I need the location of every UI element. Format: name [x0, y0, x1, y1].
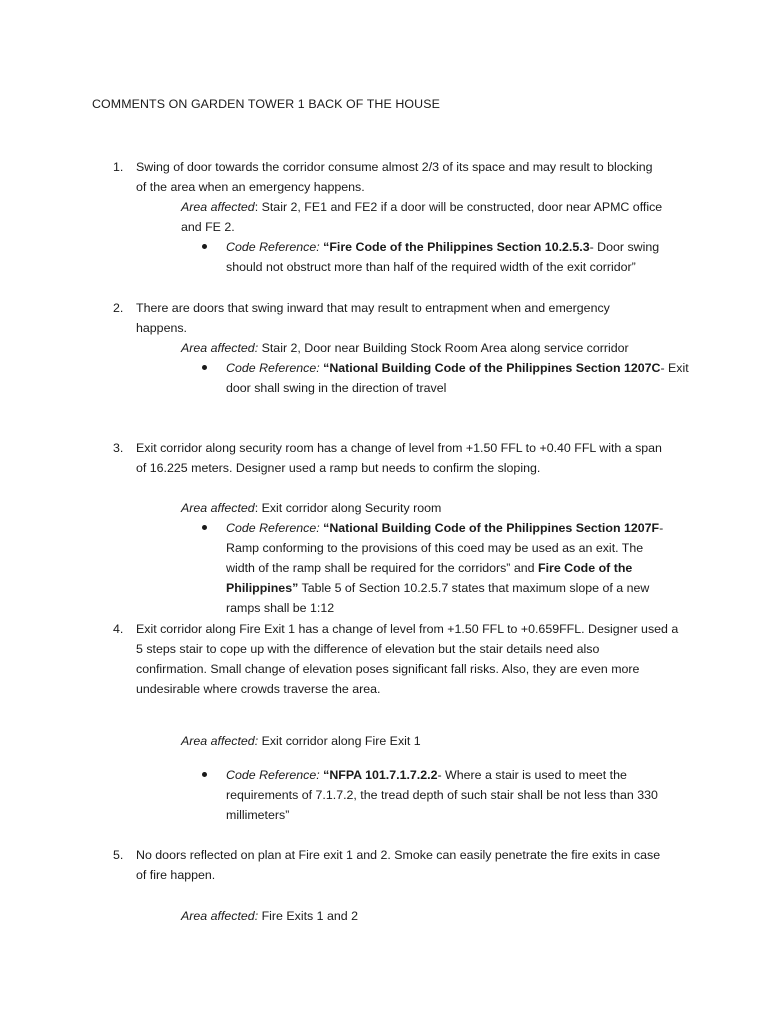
code-reference-label: Code Reference: — [226, 361, 320, 375]
area-affected-label: Area affected — [181, 501, 255, 515]
area-affected-text: Exit corridor along Fire Exit 1 — [258, 734, 421, 748]
item-3-line-2: of 16.225 meters. Designer used a ramp but needs to confirm the sloping. — [136, 461, 541, 475]
item-4-area-affected — [181, 731, 421, 751]
item-1-area-affected-line-2: and FE 2. — [181, 220, 235, 234]
item-1-area-affected — [181, 197, 662, 217]
item-4-code-reference-line-3: millimeters” — [226, 808, 290, 822]
code-reference-text: - Where a stair is used to meet the — [437, 768, 627, 782]
code-reference-text: - Exit — [660, 361, 689, 375]
item-5-area-affected — [181, 906, 358, 926]
area-affected-label: Area affected: — [181, 734, 259, 748]
item-3-code-reference — [226, 518, 663, 538]
code-reference-title: “National Building Code of the Philippines Section 1207F — [319, 521, 660, 535]
item-4-line-3: confirmation. Small change of elevation poses significant fall risks. Also, they are even more — [136, 662, 640, 676]
code-reference-title: “National Building Code of the Philippines Section 1207C — [319, 361, 661, 375]
item-4-code-reference-line-2: requirements of 7.1.7.2, the tread depth of such stair shall be not less than 330 — [226, 788, 658, 802]
item-1-line-1: Swing of door towards the corridor consume almost 2/3 of its space and may result to blocking — [136, 160, 653, 174]
item-1-code-reference-line-2: should not obstruct more than half of the required width of the exit corridor” — [226, 260, 636, 274]
bullet-icon — [202, 772, 207, 777]
item-2-line-2: happens. — [136, 321, 187, 335]
item-1-code-reference — [226, 237, 659, 257]
code-reference-label: Code Reference: — [226, 768, 320, 782]
area-affected-text: Exit corridor along Security room — [258, 501, 442, 515]
code-reference-title: “Fire Code of the Philippines Section 10.2.5.3 — [319, 240, 590, 254]
code-reference-label: Code Reference: — [226, 521, 320, 535]
area-affected-text: Stair 2, FE1 and FE2 if a door will be constructed, door near APMC office — [258, 200, 663, 214]
area-separator: : — [254, 200, 259, 214]
item-2-line-1: There are doors that swing inward that may result to entrapment when and emergency — [136, 301, 610, 315]
area-separator: : — [254, 501, 259, 515]
item-3-code-reference-line-5: ramps shall be 1:12 — [226, 601, 335, 615]
item-5-number: 5. — [113, 848, 124, 862]
code-reference-text: - Door swing — [589, 240, 660, 254]
item-4-code-reference — [226, 765, 627, 785]
item-3-area-affected — [181, 498, 441, 518]
item-2-area-affected — [181, 338, 629, 358]
code-reference-title: “NFPA 101.7.1.7.2.2 — [319, 768, 438, 782]
document-title: COMMENTS ON GARDEN TOWER 1 BACK OF THE HOUSE — [92, 97, 440, 111]
item-2-code-reference — [226, 358, 689, 378]
code-reference-text: Table 5 of Section 10.2.5.7 states that maximum slope of a new — [298, 581, 650, 595]
area-affected-label: Area affected: — [181, 909, 259, 923]
item-3-number: 3. — [113, 441, 124, 455]
bullet-icon — [202, 525, 207, 530]
item-5-line-1: No doors reflected on plan at Fire exit 1 and 2. Smoke can easily penetrate the fire exits in case — [136, 848, 661, 862]
code-reference-title-2: Fire Code of the — [538, 561, 633, 575]
area-affected-label: Area affected: — [181, 341, 259, 355]
item-4-line-1: Exit corridor along Fire Exit 1 has a change of level from +1.50 FFL to +0.659FFL. Designer used a — [136, 622, 679, 636]
item-4-line-2: 5 steps stair to cope up with the difference of elevation but the stair details need also — [136, 642, 600, 656]
item-3-code-reference-line-3 — [226, 558, 632, 578]
area-affected-text: Fire Exits 1 and 2 — [258, 909, 359, 923]
item-2-code-reference-line-2: door shall swing in the direction of travel — [226, 381, 447, 395]
item-3-code-reference-line-2: Ramp conforming to the provisions of this coed may be used as an exit. The — [226, 541, 644, 555]
item-2-number: 2. — [113, 301, 124, 315]
code-reference-label: Code Reference: — [226, 240, 320, 254]
area-affected-text: Stair 2, Door near Building Stock Room Area along service corridor — [258, 341, 629, 355]
bullet-icon — [202, 244, 207, 249]
item-3-line-1: Exit corridor along security room has a change of level from +1.50 FFL to +0.40 FFL with a span — [136, 441, 662, 455]
area-affected-label: Area affected — [181, 200, 255, 214]
item-4-number: 4. — [113, 622, 124, 636]
code-reference-text: - — [659, 521, 664, 535]
item-3-code-reference-line-4 — [226, 578, 649, 598]
code-reference-text: width of the ramp shall be required for the corridors” and — [226, 561, 538, 575]
item-1-number: 1. — [113, 160, 124, 174]
item-1-line-2: of the area when an emergency happens. — [136, 180, 365, 194]
code-reference-title-2-cont: Philippines” — [226, 581, 299, 595]
item-4-line-4: undesirable where crowds traverse the area. — [136, 682, 381, 696]
bullet-icon — [202, 365, 207, 370]
item-5-line-2: of fire happen. — [136, 868, 216, 882]
